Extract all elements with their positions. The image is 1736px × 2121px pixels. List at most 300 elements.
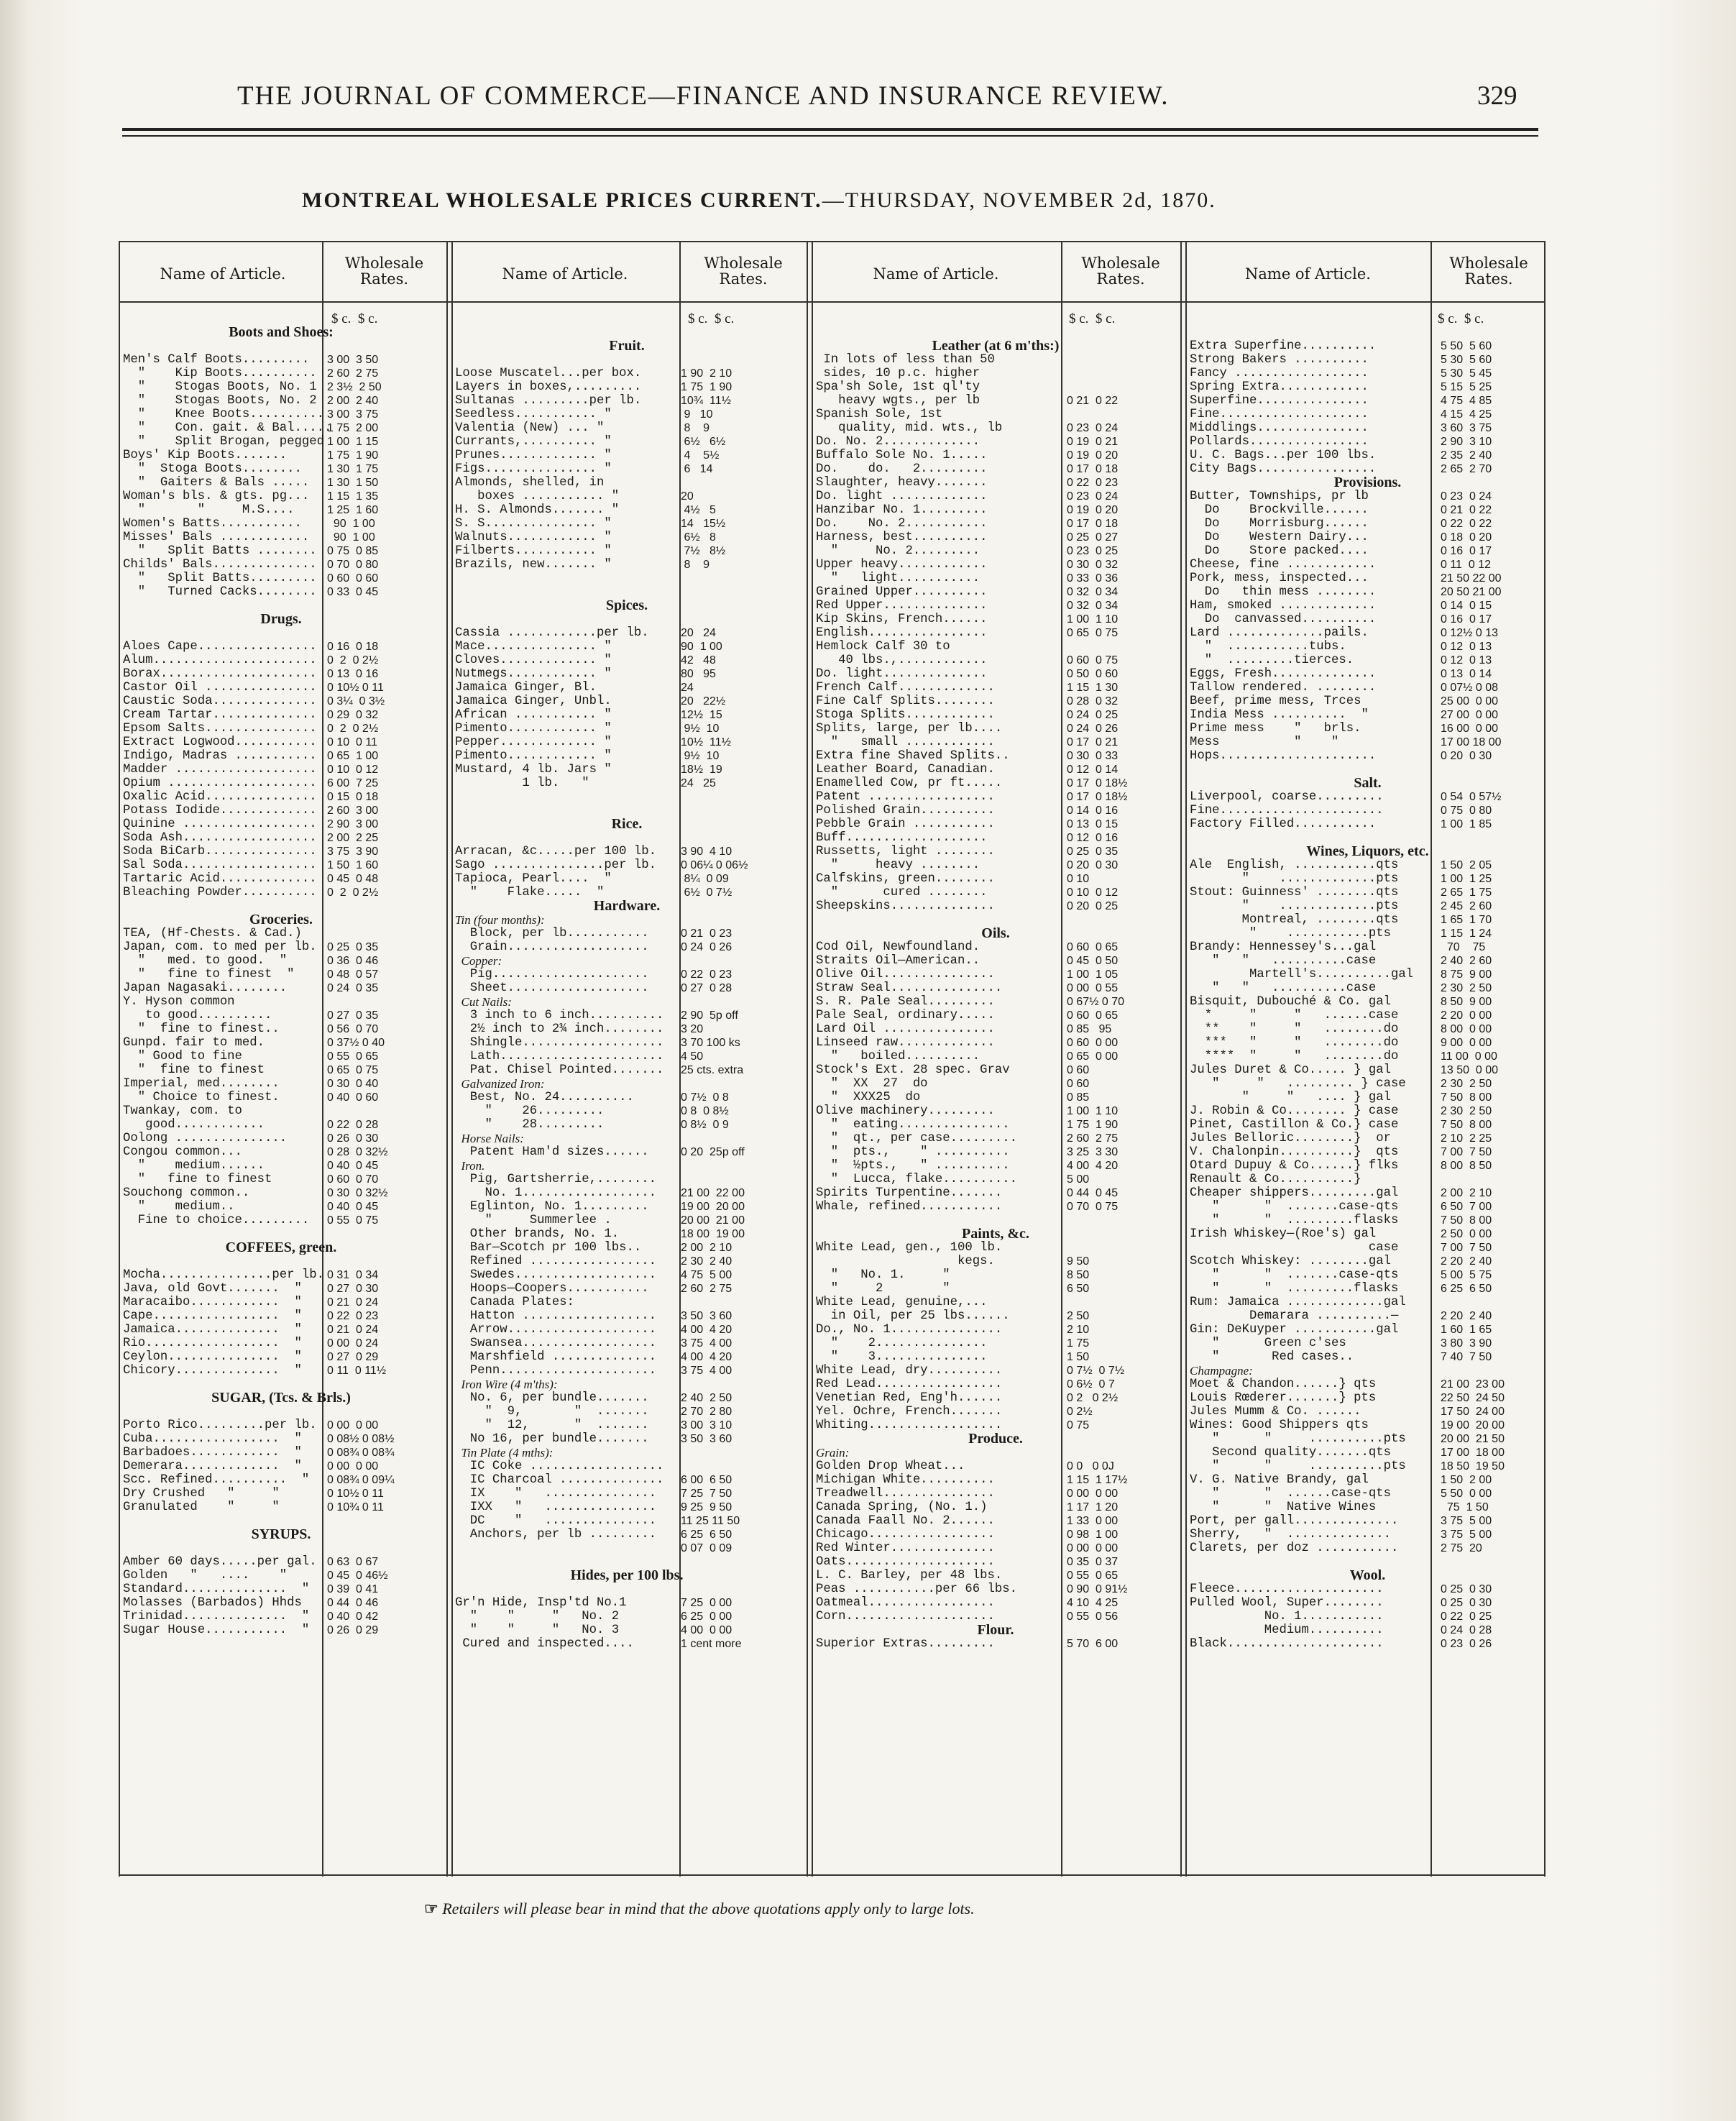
article-name: Pimento............ ": [455, 749, 612, 763]
article-name: Hemlock Calf 30 to: [816, 640, 950, 654]
article-name: " .........tierces.: [1190, 654, 1354, 667]
wholesale-rate: 6 25 6 50: [1441, 1283, 1492, 1295]
heading-text: Fruit.: [609, 339, 645, 353]
heading-text: Wool.: [1349, 1569, 1386, 1582]
wholesale-rate: 3 50 3 60: [681, 1433, 732, 1445]
article-name: Ale English, ...........qts: [1190, 858, 1399, 872]
article-name: Canada Spring, (No. 1.): [816, 1501, 988, 1514]
price-row: [1190, 531, 1556, 544]
price-row: [1190, 1391, 1556, 1405]
article-name: " med. to good. ": [123, 954, 288, 968]
article-name: Rio.................. ": [123, 1337, 302, 1350]
article-name: 1 lb. ": [455, 777, 589, 790]
wholesale-rate: 9½ 10: [681, 723, 720, 735]
heading-text: Iron.: [455, 1159, 485, 1173]
wholesale-rate: 0 75 0 80: [1441, 805, 1492, 817]
price-row: [1190, 1432, 1556, 1446]
price-row: [816, 380, 1185, 394]
wholesale-rate: 0 2 0 2½: [327, 723, 379, 735]
wholesale-rate: 0 37½ 0 40: [327, 1037, 385, 1049]
wholesale-rate: 0 90 0 91½: [1067, 1583, 1128, 1595]
spacer-row: [455, 1555, 809, 1569]
article-name: Pale Seal, ordinary.....: [816, 1009, 995, 1022]
wholesale-rate: 17 00 18 00: [1441, 1447, 1505, 1459]
price-row: [1190, 817, 1556, 831]
wholesale-rate: 0 65 0 75: [327, 1064, 379, 1076]
wholesale-rate: 2 60 3 00: [327, 805, 379, 817]
article-name: Canada Plates:: [455, 1296, 574, 1309]
price-row: [455, 558, 809, 572]
price-row: [1190, 681, 1556, 695]
wholesale-rate: 1 00 1 10: [1067, 1105, 1119, 1117]
subsection-heading: [455, 1077, 809, 1091]
price-row: [123, 1077, 449, 1091]
wholesale-rate: [671, 1296, 809, 1309]
wholesale-rate: 4 15 4 25: [1441, 408, 1492, 421]
wholesale-rate: 2 65 1 75: [1441, 887, 1492, 899]
wholesale-rate: 0 33 0 36: [1067, 572, 1119, 585]
article-name: Louis Rœderer.......} pts: [1190, 1391, 1377, 1405]
wholesale-rate: 0 21 0 24: [327, 1324, 379, 1336]
price-row: [816, 599, 1185, 613]
section-heading: [816, 1432, 1185, 1446]
wholesale-rate: 14 15½: [681, 518, 726, 530]
spacer-row: [123, 1405, 449, 1419]
price-row: [1190, 599, 1556, 613]
price-row: [816, 667, 1185, 681]
column-header-rates: Wholesale Rates.: [1449, 255, 1528, 288]
article-name: Oolong ...............: [123, 1132, 288, 1145]
wholesale-rate: 3 80 3 90: [1441, 1337, 1492, 1350]
price-row: [1190, 667, 1556, 681]
price-row: [123, 968, 449, 981]
article-name: Cream Tartar..............: [123, 708, 317, 722]
price-row: [123, 1104, 449, 1118]
price-row: [816, 1091, 1185, 1104]
article-name: Stout: Guinness' ........qts: [1190, 886, 1399, 899]
price-row: [816, 544, 1185, 558]
wholesale-rate: 2 60 2 75: [681, 1283, 732, 1295]
article-name: IX " ...............: [455, 1487, 657, 1501]
wholesale-rate: 0 19 0 20: [1067, 449, 1119, 462]
price-row: [1190, 886, 1556, 899]
wholesale-rate: 0 25 0 27: [1067, 531, 1119, 544]
price-row: [455, 380, 809, 394]
article-name: 2½ inch to 2¾ inch........: [455, 1022, 664, 1036]
article-name: IXX " ...............: [455, 1501, 657, 1514]
section-heading: [816, 1623, 1185, 1637]
article-name: Boys' Kip Boots.......: [123, 449, 288, 462]
wholesale-rate: 20 00 21 00: [681, 1214, 745, 1227]
price-row: [816, 517, 1185, 531]
price-row: [123, 640, 449, 654]
wholesale-rate: 0 30 0 33: [1067, 750, 1119, 762]
article-name: Epsom Salts...............: [123, 722, 317, 736]
wholesale-rate: 1 15 1 30: [1067, 682, 1119, 694]
article-name: Spanish Sole, 1st: [816, 408, 943, 421]
wholesale-rate: 0 23 0 24: [1067, 422, 1119, 434]
article-name: Pulled Wool, Super........: [1190, 1596, 1384, 1610]
price-row: [1190, 1173, 1556, 1186]
subsection-heading: [455, 1446, 809, 1460]
price-row: [455, 1282, 809, 1296]
article-name: Beef, prime mess, Trces: [1190, 695, 1361, 708]
article-name: Layers in boxes,.........: [455, 380, 642, 394]
wholesale-rate: 7 00 7 50: [1441, 1242, 1492, 1254]
price-row: [455, 1214, 809, 1227]
article-name: Medium..........: [1190, 1623, 1384, 1637]
price-row: [816, 1364, 1185, 1378]
article-name: Sago ...............per lb.: [455, 858, 657, 872]
wholesale-rate: [1430, 1296, 1556, 1309]
wholesale-rate: 1 65 1 70: [1441, 914, 1492, 926]
price-row: [123, 544, 449, 558]
wholesale-rate: 1 00 1 25: [1441, 873, 1492, 885]
article-name: Pebble Grain ...........: [816, 817, 995, 831]
section-heading: [123, 913, 449, 927]
article-name: Hops.....................: [1190, 749, 1377, 763]
article-name: J. Robin & Co........ } case: [1190, 1104, 1399, 1118]
wholesale-rate: 0 00 0 00: [327, 1460, 379, 1472]
price-row: [816, 708, 1185, 722]
article-name: Congou common...: [123, 1145, 242, 1159]
price-row: [123, 954, 449, 968]
wholesale-rate: 6½ 8: [681, 531, 716, 544]
wholesale-rate: 0 75 0 85: [327, 545, 379, 557]
wholesale-rate: 3 75 5 00: [1441, 1529, 1492, 1541]
article-name: Second quality.......qts: [1190, 1446, 1392, 1460]
article-name: Extra fine Shaved Splits..: [816, 749, 1010, 763]
spacer-row: [123, 626, 449, 640]
price-row: [1190, 1596, 1556, 1610]
article-name: Corn....................: [816, 1610, 995, 1623]
article-name: Stock's Ext. 28 spec. Grav: [816, 1063, 1010, 1077]
price-table: [119, 241, 1546, 1880]
heading-text: Paints, &c.: [962, 1227, 1029, 1241]
article-name: " heavy ........: [816, 858, 980, 872]
wholesale-rate: 2 00 2 10: [681, 1242, 732, 1254]
price-row: [1190, 1241, 1556, 1255]
wholesale-rate: [1430, 1173, 1556, 1186]
price-row: [816, 1063, 1185, 1077]
article-name: " " .......case-qts: [1190, 1268, 1399, 1282]
price-row: [1190, 872, 1556, 886]
wholesale-rate: 4 00 4 20: [681, 1324, 732, 1336]
article-name: " medium..: [123, 1200, 235, 1214]
heading-text: Wines, Liquors, etc.: [1306, 845, 1429, 858]
article-name: heavy wgts., per lb: [816, 394, 980, 408]
wholesale-rate: 7½ 8½: [681, 545, 726, 557]
price-row: [1190, 558, 1556, 572]
price-row: [1190, 380, 1556, 394]
wholesale-rate: 0 32 0 34: [1067, 600, 1119, 612]
price-row: [1190, 722, 1556, 736]
price-row: [455, 1610, 809, 1623]
price-row: [123, 1009, 449, 1022]
article-name: Currants,.......... ": [455, 435, 612, 449]
price-row: [816, 1555, 1185, 1569]
column-header-article: Name of Article.: [160, 265, 286, 283]
wholesale-rate: 0 10¾ 0 11: [327, 1501, 384, 1513]
price-row: [123, 940, 449, 954]
wholesale-rate: 4 00 4 20: [681, 1351, 732, 1363]
price-row: [455, 435, 809, 449]
wholesale-rate: 0 16 0 17: [1441, 613, 1492, 626]
wholesale-rate: 0 22 0 22: [1441, 518, 1492, 530]
article-name: Mace............... ": [455, 640, 612, 654]
price-row: [1190, 626, 1556, 640]
price-row: [1190, 462, 1556, 476]
wholesale-rate: 0 12 0 16: [1067, 832, 1119, 844]
price-row: [455, 722, 809, 736]
wholesale-rate: 2 65 2 70: [1441, 463, 1492, 475]
article-name: Misses' Bals ............: [123, 531, 310, 544]
wholesale-rate: 0 44 0 45: [1067, 1187, 1119, 1199]
price-row: [1190, 1541, 1556, 1555]
article-name: Anchors, per lb .........: [455, 1528, 657, 1541]
price-row: [1190, 1282, 1556, 1296]
heading-text: SYRUPS.: [251, 1528, 311, 1541]
heading-text: Copper:: [455, 954, 502, 968]
price-row: [816, 1173, 1185, 1186]
price-row: [123, 367, 449, 380]
article-name: " medium......: [123, 1159, 265, 1173]
article-name: Penn.....................: [455, 1364, 657, 1378]
wholesale-rate: 3 90 4 10: [681, 846, 732, 858]
article-name: " fine to finest..: [123, 1022, 280, 1036]
price-row: [1190, 1255, 1556, 1268]
article-name: Grained Upper..........: [816, 585, 988, 599]
wholesale-rate: 1 17 1 20: [1067, 1501, 1119, 1513]
wholesale-rate: 0 00 0 00: [1067, 1488, 1119, 1500]
article-name: Gin: DeKuyper ...........gal: [1190, 1323, 1399, 1337]
article-name: " 9, " .......: [455, 1405, 649, 1419]
article-name: Canada Faall No. 2......: [816, 1514, 995, 1528]
wholesale-rate: 1 25 1 60: [327, 504, 379, 516]
article-name: Fleece....................: [1190, 1582, 1384, 1596]
article-name: Castor Oil ...............: [123, 681, 317, 695]
wholesale-rate: 0 07 0 09: [681, 1542, 732, 1554]
wholesale-rate: 2 90 5p off: [681, 1009, 738, 1022]
price-row: [816, 531, 1185, 544]
article-name: Bleaching Powder..........: [123, 886, 317, 899]
article-name: Cheese, fine ............: [1190, 558, 1377, 572]
price-row: [123, 1432, 449, 1446]
wholesale-rate: 0 21 0 22: [1067, 395, 1119, 407]
wholesale-rate: 0 21 0 23: [681, 927, 732, 940]
price-row: [1190, 1227, 1556, 1241]
wholesale-rate: 0 45 0 50: [1067, 955, 1119, 967]
table-bottom-rule: [119, 1874, 1546, 1876]
price-row: [1190, 1200, 1556, 1214]
article-name: Factory Filled...........: [1190, 817, 1377, 831]
price-row: [816, 1186, 1185, 1200]
price-row: [455, 1268, 809, 1282]
heading-text: Grain:: [816, 1446, 850, 1460]
wholesale-rate: 0 21 0 24: [327, 1296, 379, 1309]
article-name: case: [1190, 1241, 1399, 1255]
spacer-row: [455, 804, 809, 817]
article-name: Renault & Co..........}: [1190, 1173, 1361, 1186]
article-name: Arracan, &c.....per 100 lb.: [455, 845, 657, 858]
price-row: [455, 927, 809, 940]
article-name: " Red cases..: [1190, 1350, 1354, 1364]
price-row: [123, 804, 449, 817]
price-row: [455, 1541, 809, 1555]
price-row: [455, 1405, 809, 1419]
wholesale-rate: 4 75 5 00: [681, 1269, 732, 1281]
wholesale-rate: 2 50 0 00: [1441, 1228, 1492, 1240]
wholesale-rate: 5 30 5 60: [1441, 354, 1492, 366]
price-row: [455, 408, 809, 421]
price-row: [816, 1022, 1185, 1036]
price-row: [455, 654, 809, 667]
price-row: [1190, 1063, 1556, 1077]
price-row: [816, 954, 1185, 968]
wholesale-rate: 0 00 0 00: [327, 1419, 379, 1431]
price-row: [123, 1145, 449, 1159]
article-name: good............: [123, 1118, 265, 1132]
price-row: [816, 1419, 1185, 1432]
article-name: Do Morrisburg......: [1190, 517, 1369, 531]
wholesale-rate: 0 12½ 0 13: [1441, 627, 1499, 639]
price-row: [123, 1446, 449, 1460]
wholesale-rate: 2 75 20: [1441, 1542, 1482, 1554]
header-rule: [122, 128, 1538, 131]
wholesale-rate: 0 65 1 00: [327, 750, 379, 762]
wholesale-rate: 0 14 0 16: [1067, 805, 1119, 817]
price-row: [123, 763, 449, 777]
wholesale-rate: 5 50 0 00: [1441, 1488, 1492, 1500]
price-row: [1190, 968, 1556, 981]
article-name: Arrow....................: [455, 1323, 657, 1337]
article-name: Fancy ..................: [1190, 367, 1369, 380]
price-row: [1190, 1050, 1556, 1063]
article-name: Y. Hyson common: [123, 995, 235, 1009]
page-number: 329: [1477, 81, 1517, 111]
wholesale-rate: 7 50 8 00: [1441, 1091, 1492, 1104]
article-name: " Stoga Boots........: [123, 462, 302, 476]
wholesale-rate: 13 50 0 00: [1441, 1064, 1499, 1076]
price-row: [816, 1569, 1185, 1582]
article-name: " " ..........case: [1190, 954, 1377, 968]
wholesale-rate: 20 24: [681, 627, 716, 639]
section-heading: [1190, 476, 1556, 490]
spacer-row: [123, 1541, 449, 1555]
wholesale-rate: 0 12 0 13: [1441, 654, 1492, 666]
price-row: [455, 872, 809, 886]
article-name: DC " ...............: [455, 1514, 657, 1528]
wholesale-rate: 80 95: [681, 668, 716, 680]
heading-text: Salt.: [1354, 777, 1382, 790]
price-row: [1190, 804, 1556, 817]
wholesale-rate: [317, 927, 449, 940]
wholesale-rate: 5 50 5 60: [1441, 340, 1492, 352]
article-name: Filberts........... ": [455, 544, 612, 558]
wholesale-rate: 1 60 1 65: [1441, 1324, 1492, 1336]
wholesale-rate: 0 08¾ 0 08¾: [327, 1447, 395, 1459]
price-row: [455, 1186, 809, 1200]
article-name: " " .........flasks: [1190, 1214, 1399, 1227]
wholesale-rate: 42 48: [681, 654, 716, 666]
price-row: [816, 1118, 1185, 1132]
price-row: [123, 667, 449, 681]
price-row: [455, 1173, 809, 1186]
wholesale-rate: 0 8½ 0 9: [681, 1119, 729, 1131]
price-row: [1190, 572, 1556, 585]
wholesale-rate: 11 00 0 00: [1441, 1050, 1497, 1063]
article-name: Oats....................: [816, 1555, 995, 1569]
wholesale-rate: [1057, 640, 1185, 654]
article-name: Moet & Chandon......} qts: [1190, 1378, 1377, 1391]
price-row: [816, 1323, 1185, 1337]
price-row: [455, 531, 809, 544]
wholesale-rate: 0 30 0 40: [327, 1078, 379, 1090]
article-name: Tapioca, Pearl.... ": [455, 872, 612, 886]
section-heading: [123, 1391, 449, 1405]
price-row: [123, 790, 449, 804]
price-row: [123, 1296, 449, 1309]
spacer-row: [123, 599, 449, 613]
wholesale-rate: 0 67½ 0 70: [1067, 996, 1125, 1008]
wholesale-rate: 0 25 0 30: [1441, 1597, 1492, 1609]
article-name: Slaughter, heavy.......: [816, 476, 988, 490]
price-row: [1190, 517, 1556, 531]
price-row: [1190, 421, 1556, 435]
price-row: [816, 1255, 1185, 1268]
price-row: [1190, 1309, 1556, 1323]
wholesale-rate: 12½ 15: [681, 709, 722, 721]
price-row: [455, 858, 809, 872]
wholesale-rate: 2 00 2 10: [1441, 1187, 1492, 1199]
price-row: [816, 1337, 1185, 1350]
price-row: [455, 1623, 809, 1637]
wholesale-rate: 0 35 0 37: [1067, 1556, 1119, 1568]
article-name: " Flake..... ": [455, 886, 605, 899]
article-name: " " .... } gal: [1190, 1091, 1392, 1104]
wholesale-rate: 2 20 0 00: [1441, 1009, 1492, 1022]
wholesale-rate: 24: [681, 682, 694, 694]
price-row: [1190, 940, 1556, 954]
wholesale-rate: 0 27 0 30: [327, 1283, 379, 1295]
price-row: [123, 572, 449, 585]
heading-text: Cut Nails:: [455, 995, 512, 1009]
price-row: [1190, 1186, 1556, 1200]
price-row: [123, 1186, 449, 1200]
heading-text: Hides, per 100 lbs.: [570, 1569, 684, 1582]
spacer-row: [455, 790, 809, 804]
article-name: Superfine...............: [1190, 394, 1369, 408]
article-name: Pork, mess, inspected...: [1190, 572, 1369, 585]
column-header-rates: Wholesale Rates.: [344, 255, 424, 288]
article-name: Brazils, new....... ": [455, 558, 612, 572]
price-row: [123, 517, 449, 531]
wholesale-rate: 0 50 0 60: [1067, 668, 1119, 680]
wholesale-rate: 8 00 8 50: [1441, 1160, 1492, 1172]
article-name: * " " ......case: [1190, 1009, 1399, 1022]
article-name: Buffalo Sole No. 1.....: [816, 449, 988, 462]
wholesale-rate: 0 19 0 20: [1067, 504, 1119, 516]
price-row: [816, 394, 1185, 408]
heading-text: Flour.: [977, 1623, 1014, 1637]
article-name: Maracaibo............ ": [123, 1296, 302, 1309]
wholesale-rate: 3 75 5 00: [1441, 1515, 1492, 1527]
price-row: [1190, 1036, 1556, 1050]
subsection-heading: [1190, 1364, 1556, 1378]
wholesale-rate: 1 15 1 17½: [1067, 1474, 1128, 1486]
wholesale-rate: 0 10½ 0 11: [327, 1488, 384, 1500]
wholesale-rate: 17 00 18 00: [1441, 736, 1502, 748]
